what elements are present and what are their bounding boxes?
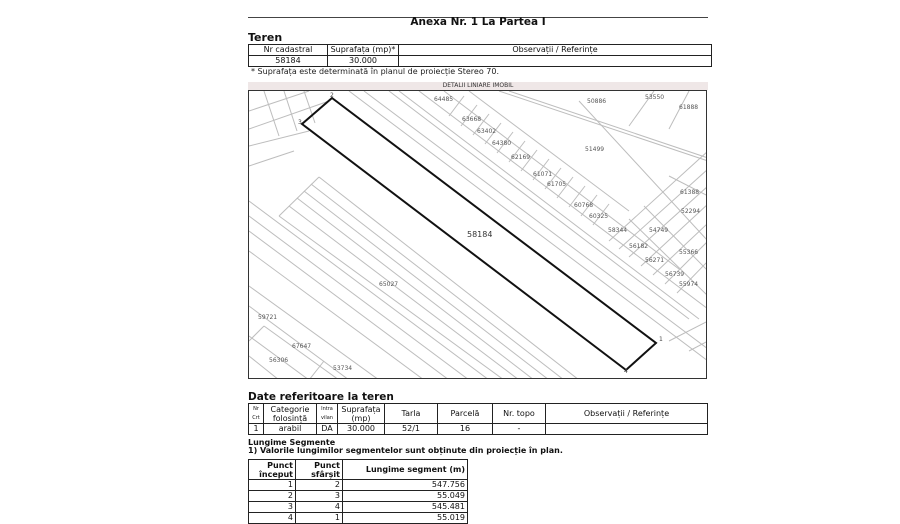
neighbor-parcel-label: 51499 [585,146,605,153]
main-parcel-label: 58184 [467,230,493,239]
neighbor-parcel-label: 56182 [629,243,649,250]
neighbor-parcel-label: 54749 [649,227,669,234]
table-row [249,480,468,491]
header-punct-sfarsit: Punct sfârșit [296,460,343,480]
header-suprafata: Suprafața (mp) [338,404,385,424]
neighbor-parcel-label: 59721 [258,314,278,321]
section-heading-date: Date referitoare la teren [248,391,394,403]
neighbor-parcel-label: 61705 [547,181,567,188]
cell-tarla: 52/1 [385,424,438,435]
header-observatii: Observații / Referințe [399,45,712,56]
header-lungime: Lungime segment (m) [343,460,468,480]
date-table [248,403,708,435]
header-intravilan: Intra vilan [317,404,338,424]
cell-end: 3 [296,491,343,502]
table-row [249,491,468,502]
segments-table [248,459,468,524]
table-header-row [249,404,708,424]
cell-start: 4 [249,513,296,524]
header-nr-topo: Nr. topo [493,404,546,424]
cell-intravilan: DA [317,424,338,435]
neighbor-parcel-label: 55974 [679,281,699,288]
neighbor-parcel-label: 52294 [681,208,701,215]
neighbor-parcel-label: 53550 [645,94,665,101]
point-label: 3 [298,119,302,126]
cell-start: 3 [249,502,296,513]
cell-observatii [399,56,712,67]
neighbor-parcel-label: 63402 [477,128,497,135]
section-heading-lungime: Lungime Segmente [248,438,336,447]
neighbor-parcel-label: 58344 [608,227,628,234]
point-label: 1 [659,336,663,343]
cell-length: 55.019 [343,513,468,524]
neighbor-parcel-label: 61071 [533,171,553,178]
cell-observatii [546,424,708,435]
header-nr-cadastral: Nr cadastral [249,45,328,56]
detalii-liniare-bar: DETALII LINIARE IMOBIL [248,82,708,90]
neighbor-parcel-label: 60768 [574,202,594,209]
neighbor-parcel-label: 60325 [589,213,609,220]
neighbor-parcel-label: 56306 [269,357,289,364]
teren-table [248,44,712,67]
cell-suprafata: 30.000 [338,424,385,435]
neighbor-parcel-label: 61388 [680,189,700,196]
cell-nr-cadastral: 58184 [249,56,328,67]
section-heading-teren: Teren [248,31,283,44]
cell-suprafata: 30.000 [328,56,399,67]
point-label: 4 [624,368,628,375]
table-row [249,502,468,513]
cell-start: 1 [249,480,296,491]
cell-categorie: arabil [264,424,317,435]
header-nr-crt: Nr Crt [249,404,264,424]
header-suprafata: Suprafața (mp)* [328,45,399,56]
cadastral-map [248,90,707,379]
table-header-row [249,45,712,56]
cell-nr-crt: 1 [249,424,264,435]
cell-parcela: 16 [438,424,493,435]
cell-length: 547.756 [343,480,468,491]
cell-end: 4 [296,502,343,513]
header-parcela: Parcelă [438,404,493,424]
header-observatii: Observații / Referințe [546,404,708,424]
cell-nr-topo: - [493,424,546,435]
table-row [249,513,468,524]
neighbor-parcel-label: 65027 [379,281,399,288]
neighbor-parcel-label: 63668 [462,116,482,123]
cell-length: 55.049 [343,491,468,502]
footnote: * Suprafața este determinată în planul de proiecție Stereo 70. [251,67,500,76]
table-row [249,56,712,67]
neighbor-parcel-label: 64485 [434,96,454,103]
lungime-note: 1) Valorile lungimilor segmentelor sunt obținute din proiecție în plan. [248,446,563,455]
neighbor-parcel-label: 64380 [492,140,512,147]
neighbor-parcel-label: 61888 [679,104,699,111]
header-punct-inceput: Punct început [249,460,296,480]
cell-start: 2 [249,491,296,502]
cell-length: 545.481 [343,502,468,513]
header-tarla: Tarla [385,404,438,424]
neighbor-parcel-label: 62169 [511,154,531,161]
neighbor-parcel-label: 50886 [587,98,607,105]
table-header-row [249,460,468,480]
neighbor-parcel-label: 56271 [645,257,665,264]
map-drawing [249,91,707,379]
neighbor-parcel-label: 55366 [679,249,699,256]
cell-end: 2 [296,480,343,491]
neighbor-parcel-label: 56739 [665,271,685,278]
header-categorie: Categorie folosință [264,404,317,424]
page-title: Anexa Nr. 1 La Partea I [410,16,546,28]
table-row [249,424,708,435]
cell-end: 1 [296,513,343,524]
neighbor-parcel-label: 53734 [333,365,353,372]
point-label: 2 [330,92,334,99]
neighbor-parcel-label: 67647 [292,343,312,350]
